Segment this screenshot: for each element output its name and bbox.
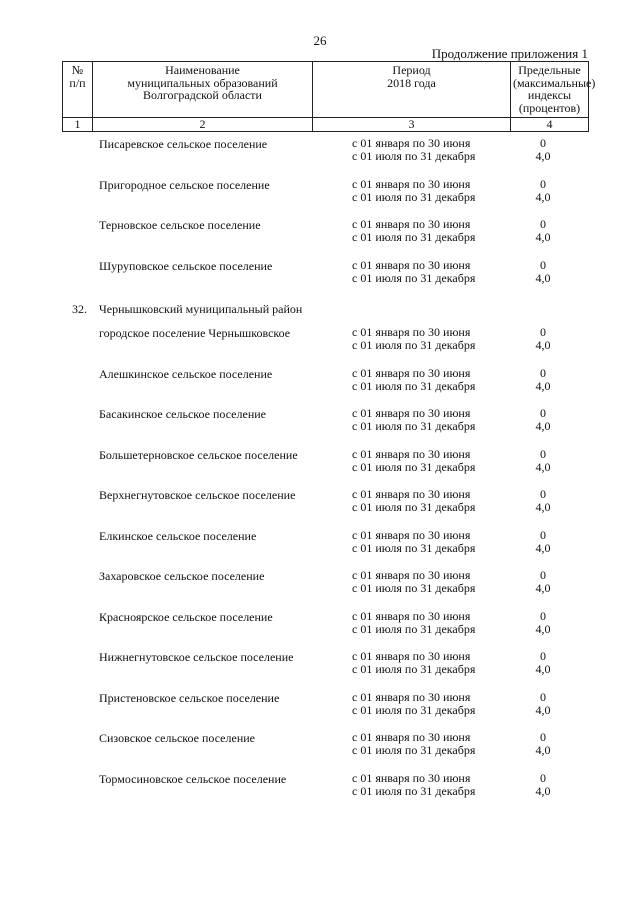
index-cell <box>508 259 578 285</box>
period-cell <box>352 407 475 433</box>
period-second: с 01 июля по 31 декабря <box>352 459 476 474</box>
settlement-name: Нижнегнутовское сельское поселение <box>99 650 294 664</box>
settlement-name: Большетерновское сельское поселение <box>99 447 298 462</box>
settlement-name: Шуруповское сельское поселение <box>99 258 273 273</box>
index-second: 4,0 <box>535 459 551 474</box>
settlement-name: Елкинское сельское поселение <box>99 528 257 543</box>
column-number: 4 <box>511 118 589 132</box>
period-cell <box>352 488 475 514</box>
header-name: Наименование муниципальных образований Волгоградской области <box>93 62 313 118</box>
table-row <box>62 406 588 447</box>
settlement-name: Пригородное сельское поселение <box>99 177 270 192</box>
period-first: с 01 января по 30 июня <box>352 608 471 623</box>
settlement-name: Пристеновское сельское поселение <box>99 690 280 705</box>
index-second: 4,0 <box>535 581 551 595</box>
column-number-row <box>63 118 589 132</box>
table-body <box>62 136 588 811</box>
period-first: с 01 января по 30 июня <box>352 487 471 501</box>
settlement-name: Красноярское сельское поселение <box>99 609 273 624</box>
period-cell <box>352 326 475 352</box>
table-row <box>62 258 588 299</box>
header-number: № п/п <box>63 62 93 118</box>
period-cell <box>352 367 475 393</box>
period-first: с 01 января по 30 июня <box>352 136 471 150</box>
table-row <box>62 366 588 407</box>
period-first: с 01 января по 30 июня <box>352 325 471 339</box>
index-cell <box>508 731 578 757</box>
period-first: с 01 января по 30 июня <box>352 406 471 420</box>
index-second: 4,0 <box>535 189 551 204</box>
index-first: 0 <box>540 730 546 744</box>
period-second: с 01 июля по 31 декабря <box>352 743 476 757</box>
period-cell <box>352 772 475 798</box>
index-first: 0 <box>540 770 546 785</box>
period-first: с 01 января по 30 июня <box>352 568 471 582</box>
index-cell <box>508 448 578 474</box>
index-second: 4,0 <box>535 419 551 433</box>
table-row <box>62 568 588 609</box>
index-second: 4,0 <box>535 500 551 514</box>
index-second: 4,0 <box>535 783 551 798</box>
period-cell <box>352 259 475 285</box>
period-cell <box>352 691 475 717</box>
index-first: 0 <box>540 446 546 461</box>
period-second: с 01 июля по 31 декабря <box>352 189 476 204</box>
index-cell <box>508 650 578 676</box>
index-second: 4,0 <box>535 338 551 352</box>
index-second: 4,0 <box>535 702 551 717</box>
period-second: с 01 июля по 31 декабря <box>352 378 476 393</box>
index-first: 0 <box>540 325 546 339</box>
table-row <box>62 771 588 812</box>
index-cell <box>508 610 578 636</box>
header-row <box>63 62 589 118</box>
page-number: 26 <box>313 33 327 48</box>
period-first: с 01 января по 30 июня <box>352 770 471 785</box>
index-cell <box>508 569 578 595</box>
index-cell <box>508 691 578 717</box>
period-cell <box>352 137 475 163</box>
period-first: с 01 января по 30 июня <box>352 689 471 704</box>
index-second: 4,0 <box>535 378 551 393</box>
period-second: с 01 июля по 31 декабря <box>352 621 476 636</box>
index-cell <box>508 488 578 514</box>
column-number: 2 <box>93 118 313 132</box>
table-row <box>62 325 588 366</box>
settlement-name: Верхнегнутовское сельское поселение <box>99 488 296 502</box>
period-second: с 01 июля по 31 декабря <box>352 270 476 285</box>
table-row <box>62 528 588 569</box>
period-first: с 01 января по 30 июня <box>352 176 471 191</box>
district-row <box>62 298 588 325</box>
index-cell <box>508 326 578 352</box>
index-first: 0 <box>540 527 546 542</box>
index-second: 4,0 <box>535 230 551 244</box>
table-row <box>62 649 588 690</box>
index-cell <box>508 178 578 204</box>
district-name: Чернышковский муниципальный район <box>99 302 303 316</box>
settlement-name: Тормосиновское сельское поселение <box>99 771 287 786</box>
period-first: с 01 января по 30 июня <box>352 217 471 231</box>
index-cell <box>508 218 578 244</box>
period-first: с 01 января по 30 июня <box>352 446 471 461</box>
period-second: с 01 июля по 31 декабря <box>352 662 476 676</box>
period-second: с 01 июля по 31 декабря <box>352 419 476 433</box>
table-header <box>62 61 596 132</box>
index-first: 0 <box>540 406 546 420</box>
period-second: с 01 июля по 31 декабря <box>352 783 476 798</box>
period-second: с 01 июля по 31 декабря <box>352 702 476 717</box>
settlement-name: Басакинское сельское поселение <box>99 407 266 421</box>
index-cell <box>508 772 578 798</box>
index-second: 4,0 <box>535 662 551 676</box>
header-index: Предельные (максимальные) индексы (процентов) <box>511 62 589 118</box>
period-first: с 01 января по 30 июня <box>352 257 471 272</box>
index-first: 0 <box>540 136 546 150</box>
index-first: 0 <box>540 487 546 501</box>
table-row <box>62 177 588 218</box>
index-second: 4,0 <box>535 149 551 163</box>
table-row <box>62 487 588 528</box>
column-number: 1 <box>63 118 93 132</box>
settlement-name: Терновское сельское поселение <box>99 218 261 232</box>
index-second: 4,0 <box>535 540 551 555</box>
index-second: 4,0 <box>535 621 551 636</box>
settlement-name: Захаровское сельское поселение <box>99 569 265 583</box>
period-second: с 01 июля по 31 декабря <box>352 230 476 244</box>
header-period: Период 2018 года <box>313 62 511 118</box>
settlement-name: городское поселение Чернышковское <box>99 326 291 340</box>
index-first: 0 <box>540 649 546 663</box>
continuation-label: Продолжение приложения 1 <box>431 46 588 61</box>
index-cell <box>508 529 578 555</box>
index-first: 0 <box>540 176 546 191</box>
index-first: 0 <box>540 689 546 704</box>
settlement-name: Алешкинское сельское поселение <box>99 366 273 381</box>
index-first: 0 <box>540 217 546 231</box>
table-row <box>62 136 588 177</box>
period-cell <box>352 448 475 474</box>
settlement-name: Писаревское сельское поселение <box>99 137 268 151</box>
period-cell <box>352 569 475 595</box>
period-first: с 01 января по 30 июня <box>352 730 471 744</box>
period-second: с 01 июля по 31 декабря <box>352 540 476 555</box>
period-cell <box>352 610 475 636</box>
period-cell <box>352 178 475 204</box>
index-second: 4,0 <box>535 743 551 757</box>
table-row <box>62 447 588 488</box>
index-first: 0 <box>540 257 546 272</box>
period-second: с 01 июля по 31 декабря <box>352 338 476 352</box>
period-second: с 01 июля по 31 декабря <box>352 500 476 514</box>
period-cell <box>352 218 475 244</box>
period-cell <box>352 731 475 757</box>
period-second: с 01 июля по 31 декабря <box>352 149 476 163</box>
period-first: с 01 января по 30 июня <box>352 527 471 542</box>
period-first: с 01 января по 30 июня <box>352 365 471 380</box>
index-second: 4,0 <box>535 270 551 285</box>
index-first: 0 <box>540 365 546 380</box>
index-first: 0 <box>540 608 546 623</box>
column-number: 3 <box>313 118 511 132</box>
table-row <box>62 690 588 731</box>
period-cell <box>352 650 475 676</box>
index-cell <box>508 367 578 393</box>
table-row <box>62 217 588 258</box>
period-cell <box>352 529 475 555</box>
period-second: с 01 июля по 31 декабря <box>352 581 476 595</box>
index-cell <box>508 137 578 163</box>
index-first: 0 <box>540 568 546 582</box>
period-first: с 01 января по 30 июня <box>352 649 471 663</box>
settlement-name: Сизовское сельское поселение <box>99 731 255 745</box>
district-number: 32. <box>72 302 87 316</box>
index-cell <box>508 407 578 433</box>
table-row <box>62 730 588 771</box>
table-row <box>62 609 588 650</box>
